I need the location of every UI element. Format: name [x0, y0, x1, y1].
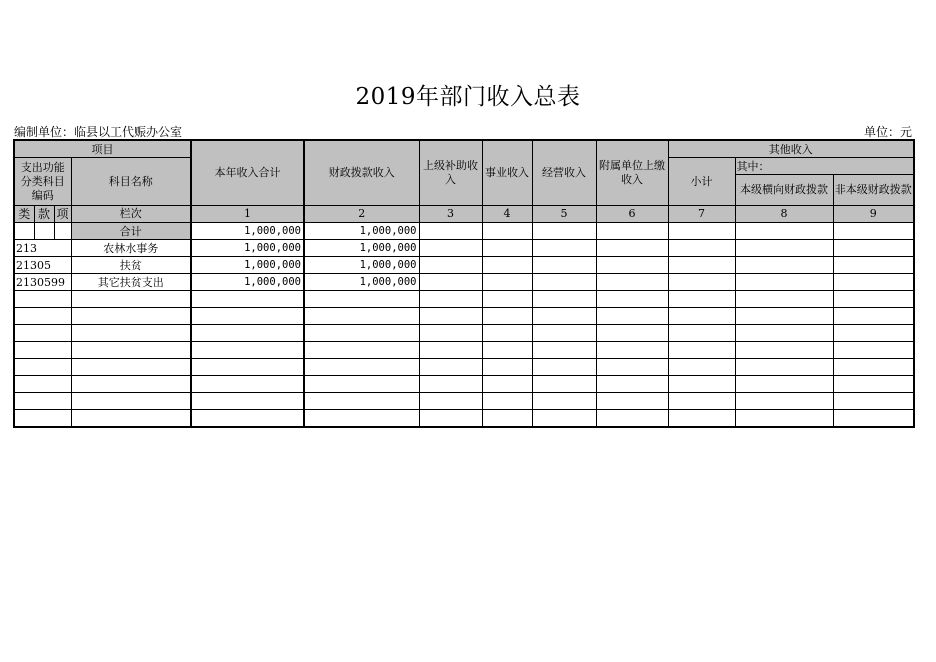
header-superior: 上级补助收入 [419, 140, 482, 206]
row-total: 1,000,000 [191, 257, 304, 274]
col-number: 6 [596, 206, 668, 223]
header-total-income: 本年收入合计 [191, 140, 304, 206]
row-code: 213 [14, 240, 71, 257]
header-lanci: 栏次 [71, 206, 191, 223]
empty-row [14, 308, 914, 325]
total-label: 合计 [71, 223, 191, 240]
header-kuan: 款 [34, 206, 54, 223]
col-number: 1 [191, 206, 304, 223]
header-affiliated: 附属单位上缴收入 [596, 140, 668, 206]
table-row [14, 274, 914, 291]
income-summary-table [13, 139, 915, 428]
header-func-code: 支出功能分类科目编码 [14, 158, 71, 206]
empty-row [14, 376, 914, 393]
header-xiang: 项 [54, 206, 71, 223]
header-non-level: 非本级财政拨款 [833, 175, 914, 206]
col-number: 3 [419, 206, 482, 223]
row-total: 1,000,000 [191, 240, 304, 257]
row-fiscal: 1,000,000 [304, 257, 419, 274]
header-horizontal: 本级横向财政拨款 [735, 175, 833, 206]
col-number: 7 [668, 206, 735, 223]
row-name: 扶贫 [71, 257, 191, 274]
empty-row [14, 410, 914, 428]
table-row [14, 257, 914, 274]
col-number: 2 [304, 206, 419, 223]
header-business: 事业收入 [482, 140, 532, 206]
col-number: 9 [833, 206, 914, 223]
empty-row [14, 393, 914, 410]
table-row-total [14, 223, 914, 240]
col-number: 4 [482, 206, 532, 223]
row-name: 农林水事务 [71, 240, 191, 257]
table-row [14, 240, 914, 257]
header-other-income: 其他收入 [668, 140, 914, 158]
header-subject-name: 科目名称 [71, 158, 191, 206]
row-code: 21305 [14, 257, 71, 274]
page-title: 2019年部门收入总表 [355, 84, 581, 110]
header-lei: 类 [14, 206, 34, 223]
row-fiscal: 1,000,000 [304, 240, 419, 257]
col-number: 5 [532, 206, 596, 223]
total-income-value: 1,000,000 [191, 223, 304, 240]
header-fiscal: 财政拨款收入 [304, 140, 419, 206]
row-code: 2130599 [14, 274, 71, 291]
row-total: 1,000,000 [191, 274, 304, 291]
empty-row [14, 291, 914, 308]
header-subtotal: 小计 [668, 158, 735, 206]
empty-row [14, 325, 914, 342]
row-name: 其它扶贫支出 [71, 274, 191, 291]
header-operation: 经营收入 [532, 140, 596, 206]
currency-unit: 单位：元 [863, 125, 912, 139]
empty-row [14, 342, 914, 359]
col-number: 8 [735, 206, 833, 223]
row-fiscal: 1,000,000 [304, 274, 419, 291]
compiling-unit: 编制单位：临县以工代赈办公室 [14, 125, 183, 139]
empty-row [14, 359, 914, 376]
total-fiscal-value: 1,000,000 [304, 223, 419, 240]
header-project: 项目 [14, 140, 191, 158]
header-among: 其中： [735, 158, 914, 175]
